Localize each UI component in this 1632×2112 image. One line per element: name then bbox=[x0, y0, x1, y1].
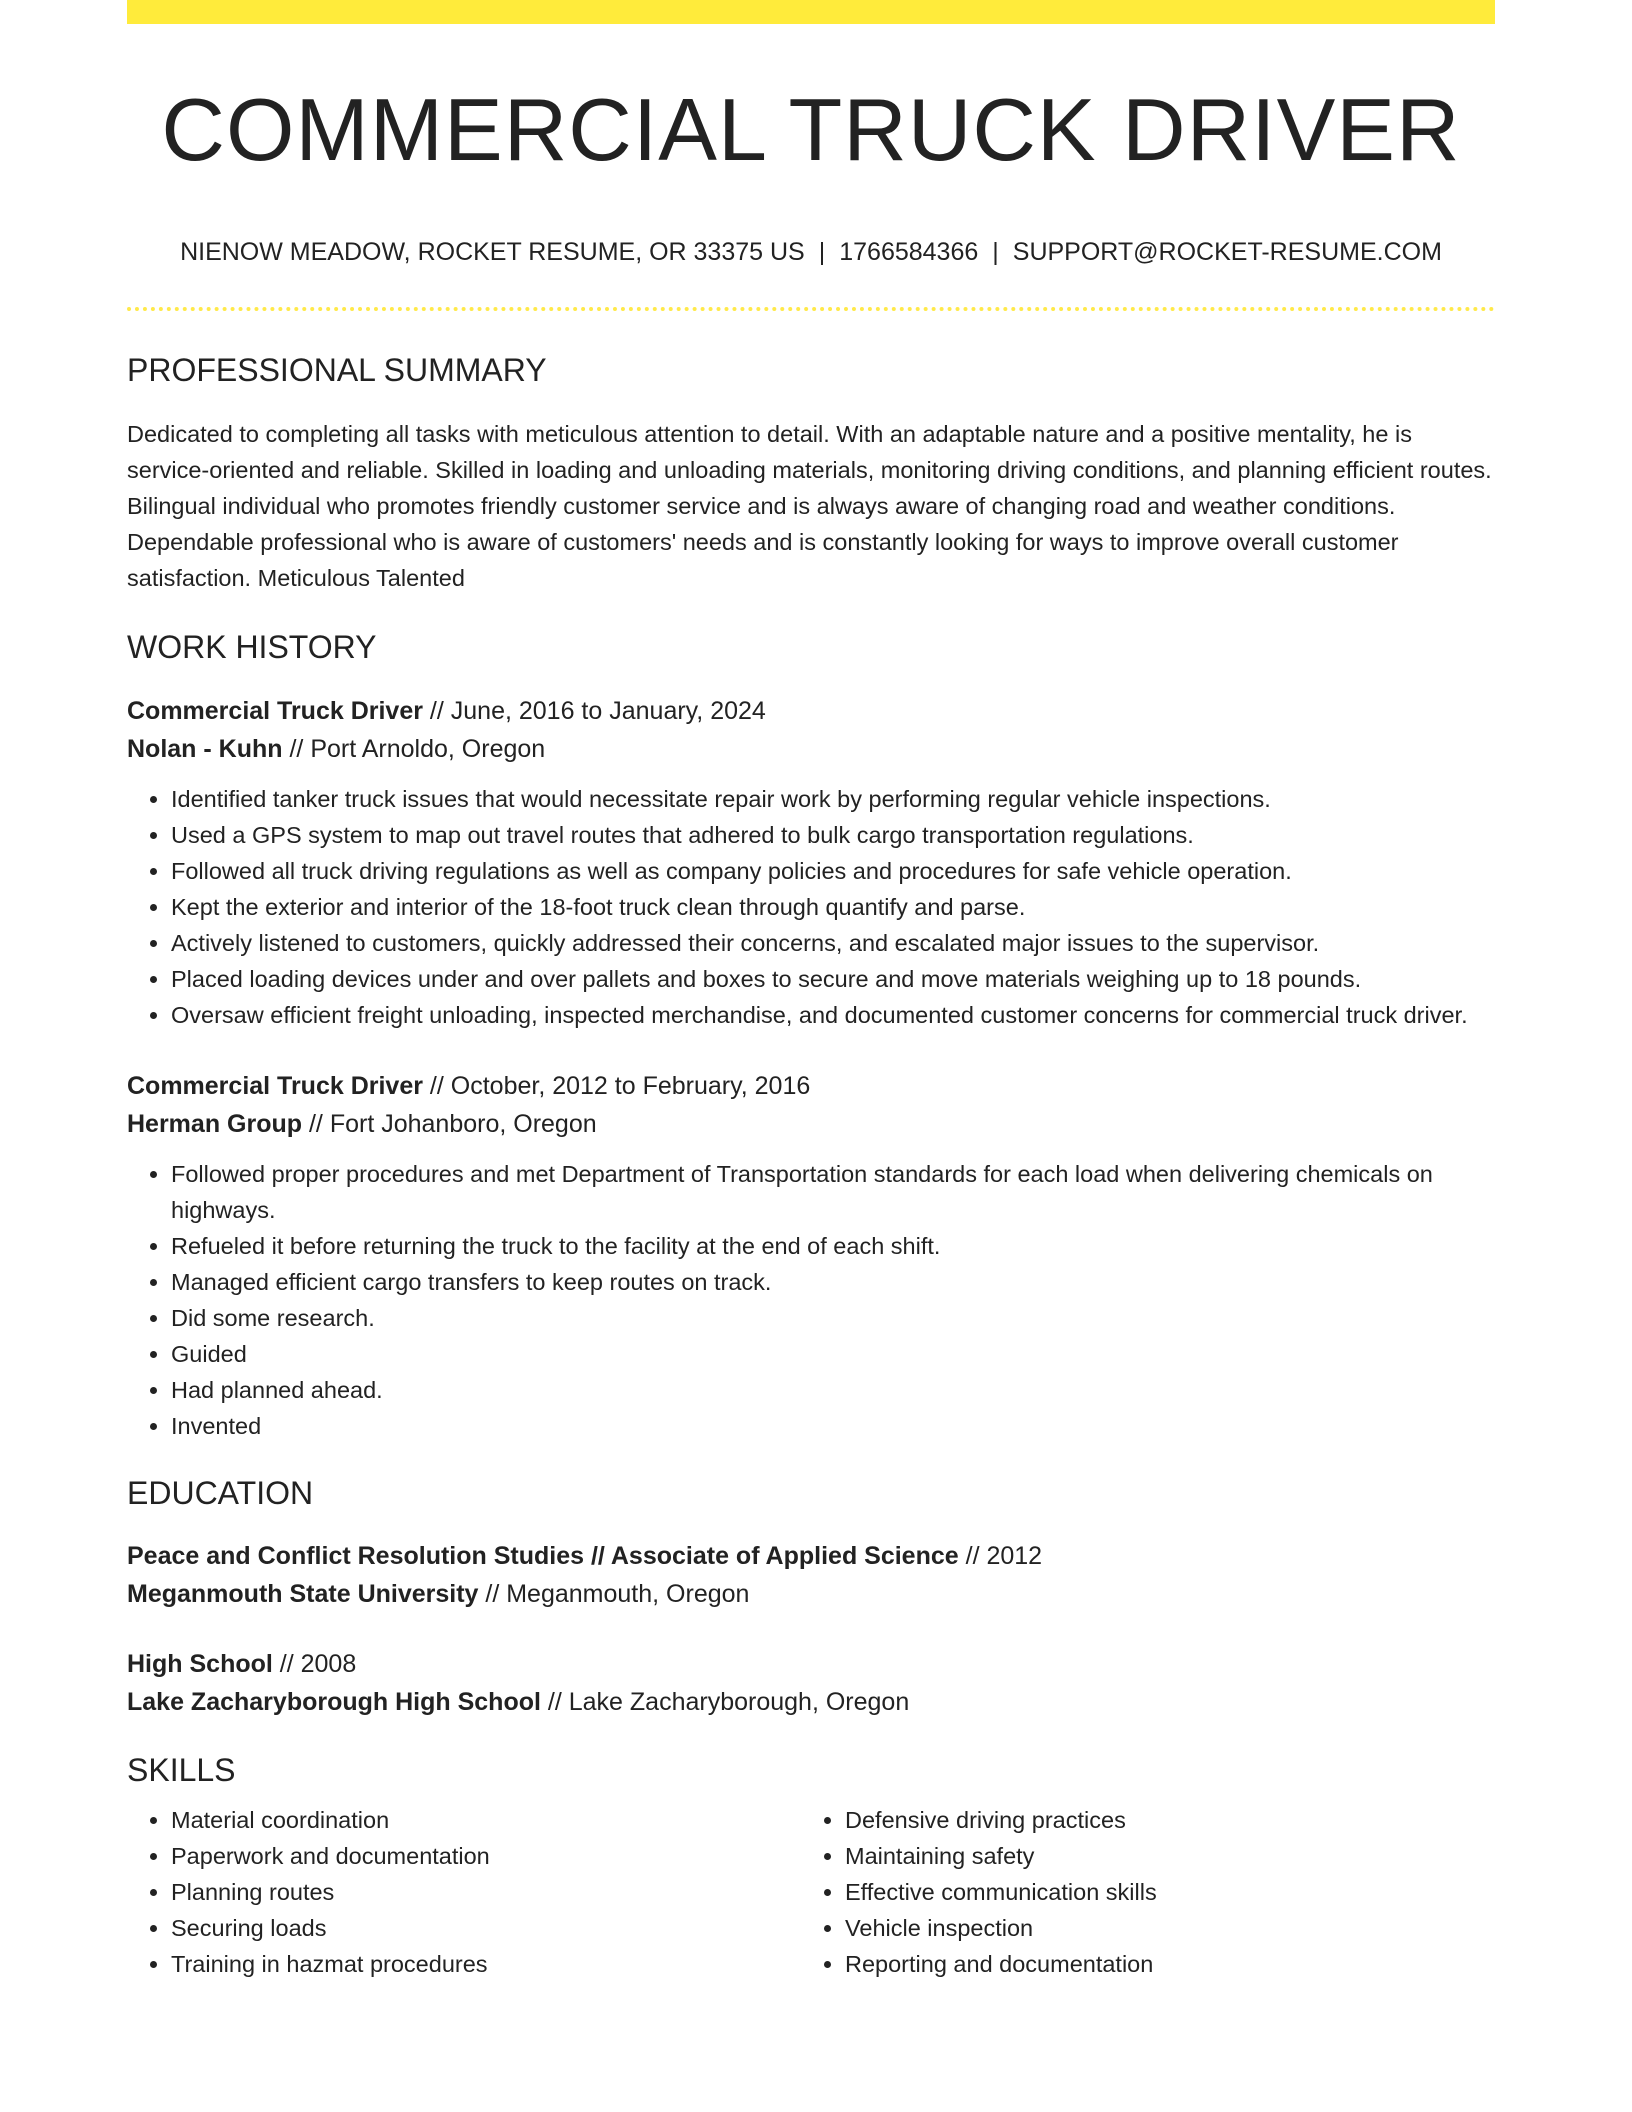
contact-phone: 1766584366 bbox=[839, 237, 979, 266]
job-position: Commercial Truck Driver bbox=[127, 696, 423, 725]
skill-item: • Paperwork and documentation bbox=[171, 1838, 801, 1874]
education-school-line bbox=[127, 1575, 1495, 1613]
education-degree: Peace and Conflict Resolution Studies // Associate of Applied Science bbox=[127, 1541, 959, 1570]
contact-separator: | bbox=[818, 237, 826, 266]
skill-item: • Securing loads bbox=[171, 1910, 801, 1946]
education-school-line bbox=[127, 1683, 1495, 1721]
top-accent-bar bbox=[127, 0, 1495, 24]
job-location: // Fort Johanboro, Oregon bbox=[302, 1109, 597, 1138]
job-company: Herman Group bbox=[127, 1109, 303, 1138]
job-entry bbox=[127, 692, 1495, 1033]
education-degree-line bbox=[127, 1645, 1495, 1683]
skill-item: • Planning routes bbox=[171, 1874, 801, 1910]
job-bullet: • Kept the exterior and interior of the 18-foot truck clean through quantify and parse. bbox=[171, 889, 1495, 925]
contact-address: NIENOW MEADOW, ROCKET RESUME, OR 33375 US bbox=[180, 237, 805, 266]
education-school: Lake Zacharyborough High School bbox=[127, 1687, 541, 1716]
job-bullet: • Invented bbox=[171, 1408, 1495, 1444]
job-location: // Port Arnoldo, Oregon bbox=[282, 734, 546, 763]
job-position-line bbox=[127, 692, 1495, 730]
section-title-skills: SKILLS bbox=[127, 1751, 236, 1788]
job-bullet: • Followed proper procedures and met Department of Transportation standards for each load when delivering chemicals on highways. bbox=[171, 1156, 1495, 1228]
dotted-divider bbox=[127, 307, 1495, 311]
education-location: // Meganmouth, Oregon bbox=[478, 1579, 750, 1608]
job-bullet: • Did some research. bbox=[171, 1300, 1495, 1336]
job-bullet: • Actively listened to customers, quickly addressed their concerns, and escalated major issues to the supervisor. bbox=[171, 925, 1495, 961]
job-position-line bbox=[127, 1067, 1495, 1105]
education-degree-line bbox=[127, 1537, 1495, 1575]
job-bullet: • Used a GPS system to map out travel routes that adhered to bulk cargo transportation regulations. bbox=[171, 817, 1495, 853]
job-bullet: • Guided bbox=[171, 1336, 1495, 1372]
job-bullet: • Had planned ahead. bbox=[171, 1372, 1495, 1408]
education-year: // 2012 bbox=[958, 1541, 1043, 1570]
job-bullet-list bbox=[127, 781, 1495, 1033]
job-company-line bbox=[127, 730, 1495, 768]
job-dates: // October, 2012 to February, 2016 bbox=[422, 1071, 811, 1100]
section-title-education: EDUCATION bbox=[127, 1474, 314, 1511]
job-company: Nolan - Kuhn bbox=[127, 734, 283, 763]
job-dates: // June, 2016 to January, 2024 bbox=[422, 696, 766, 725]
resume-page bbox=[127, 0, 1495, 1982]
job-bullet: • Placed loading devices under and over pallets and boxes to secure and move materials weighing up to 18 pounds. bbox=[171, 961, 1495, 997]
job-company-line bbox=[127, 1105, 1495, 1143]
contact-email: SUPPORT@ROCKET-RESUME.COM bbox=[1012, 237, 1442, 266]
skill-item: • Effective communication skills bbox=[845, 1874, 1475, 1910]
contact-line bbox=[127, 237, 1495, 267]
education-school: Meganmouth State University bbox=[127, 1579, 479, 1608]
skills-grid bbox=[127, 1802, 1495, 1982]
skill-item: • Maintaining safety bbox=[845, 1838, 1475, 1874]
education-location: // Lake Zacharyborough, Oregon bbox=[540, 1687, 910, 1716]
job-position: Commercial Truck Driver bbox=[127, 1071, 423, 1100]
skill-item: • Training in hazmat procedures bbox=[171, 1946, 801, 1982]
skill-item: • Defensive driving practices bbox=[845, 1802, 1475, 1838]
job-bullet-list bbox=[127, 1156, 1495, 1444]
education-entry bbox=[127, 1537, 1495, 1613]
skill-item: • Vehicle inspection bbox=[845, 1910, 1475, 1946]
job-bullet: • Followed all truck driving regulations as well as company policies and procedures for safe vehicle operation. bbox=[171, 853, 1495, 889]
skill-item: • Reporting and documentation bbox=[845, 1946, 1475, 1982]
job-entry bbox=[127, 1067, 1495, 1444]
education-year: // 2008 bbox=[272, 1649, 357, 1678]
job-bullet: • Oversaw efficient freight unloading, inspected merchandise, and documented customer concerns for commercial truck driver. bbox=[171, 997, 1495, 1033]
skills-column-left bbox=[127, 1802, 801, 1982]
job-bullet: • Managed efficient cargo transfers to keep routes on track. bbox=[171, 1264, 1495, 1300]
education-entry bbox=[127, 1645, 1495, 1721]
job-bullet: • Identified tanker truck issues that would necessitate repair work by performing regular vehicle inspections. bbox=[171, 781, 1495, 817]
section-title-work-history: WORK HISTORY bbox=[127, 629, 377, 666]
contact-separator: | bbox=[992, 237, 999, 266]
skills-column-right bbox=[801, 1802, 1475, 1982]
summary-text: Dedicated to completing all tasks with meticulous attention to detail. With an adaptable nature and a positive mentality, he is service-oriented and reliable. Skilled in loading and unloading materials, monitoring driving conditions, and planning efficient routes. Bilingual individual who promotes friendly customer service and is always aware of changing road and weather conditions. Dependable professional who is aware of customers' needs and is constantly looking for ways to improve overall customer satisfaction. Meticulous Talented bbox=[127, 421, 1492, 592]
education-degree: High School bbox=[127, 1649, 273, 1678]
resume-name: COMMERCIAL TRUCK DRIVER bbox=[161, 80, 1461, 179]
section-title-summary: PROFESSIONAL SUMMARY bbox=[127, 351, 547, 388]
job-bullet: • Refueled it before returning the truck to the facility at the end of each shift. bbox=[171, 1228, 1495, 1264]
skill-item: • Material coordination bbox=[171, 1802, 801, 1838]
